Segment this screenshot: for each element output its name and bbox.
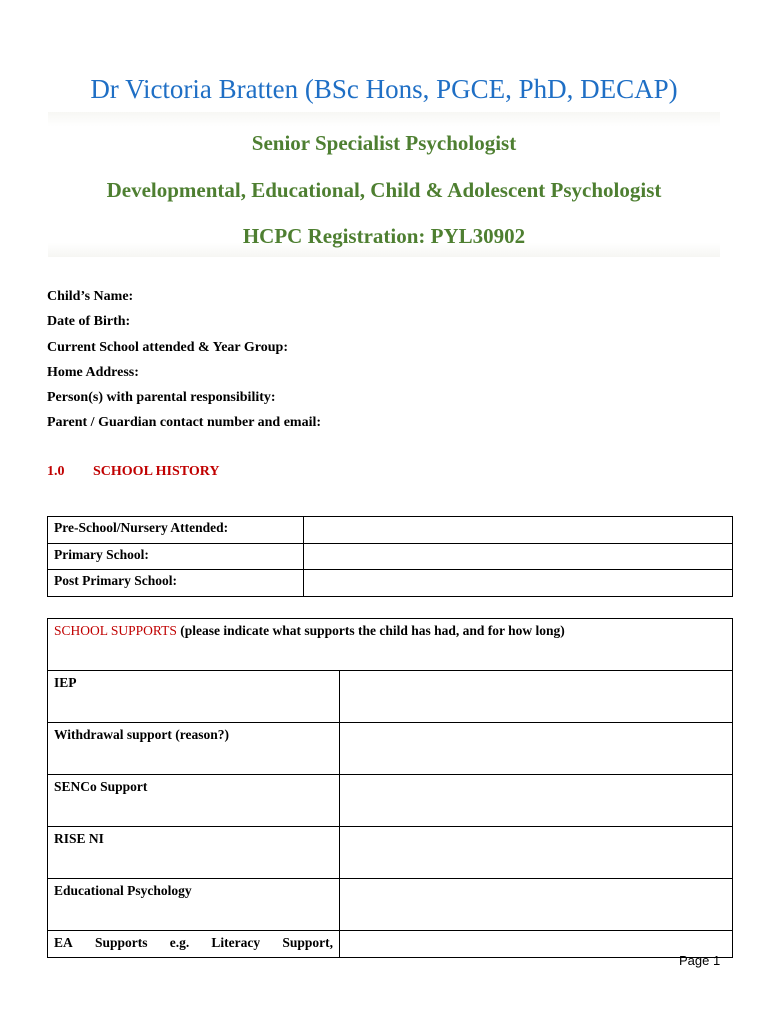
- table-row: [48, 827, 733, 879]
- section-title: SCHOOL HISTORY: [93, 464, 220, 479]
- table-label-cell: IEP: [48, 671, 340, 723]
- section-number: 1.0: [47, 464, 65, 479]
- label-word: e.g.: [169, 935, 190, 950]
- table-label-cell: Educational Psychology: [48, 879, 340, 931]
- table-label-cell: Withdrawal support (reason?): [48, 723, 340, 775]
- section-heading-school-history: [47, 464, 219, 480]
- senco-support-input-cell[interactable]: [340, 775, 733, 827]
- table-row: [48, 570, 733, 597]
- school-supports-table: [47, 618, 733, 958]
- field-parental-responsibility[interactable]: Person(s) with parental responsibility:: [47, 390, 276, 406]
- table-label-cell: RISE NI: [48, 827, 340, 879]
- field-parent-contact[interactable]: Parent / Guardian contact number and email:: [47, 415, 322, 431]
- field-current-school[interactable]: Current School attended & Year Group:: [47, 339, 288, 355]
- ea-supports-input-cell[interactable]: [340, 931, 733, 958]
- primary-school-input-cell[interactable]: [304, 543, 733, 570]
- practitioner-role: Senior Specialist Psychologist: [251, 131, 517, 155]
- label-word: Supports: [94, 935, 148, 950]
- rise-ni-input-cell[interactable]: [340, 827, 733, 879]
- educational-psychology-input-cell[interactable]: [340, 879, 733, 931]
- field-childs-name[interactable]: Child’s Name:: [47, 289, 134, 304]
- iep-input-cell[interactable]: [340, 671, 733, 723]
- table-row: [48, 543, 733, 570]
- school-supports-instruction: (please indicate what supports the child has had, and for how long): [176, 623, 565, 638]
- practitioner-name: Dr Victoria Bratten (BSc Hons, PGCE, PhD, DECAP): [90, 74, 678, 104]
- pre-school-input-cell[interactable]: [304, 517, 733, 544]
- table-label-cell: Pre-School/Nursery Attended:: [48, 517, 304, 544]
- table-label-cell: [48, 931, 340, 958]
- school-supports-heading: [48, 619, 733, 671]
- table-row: [48, 517, 733, 544]
- table-row: [48, 879, 733, 931]
- label-word: Literacy: [211, 935, 261, 950]
- table-label-cell: SENCo Support: [48, 775, 340, 827]
- table-row: [48, 671, 733, 723]
- label-word: Support,: [282, 935, 333, 950]
- table-label-cell: Primary School:: [48, 543, 304, 570]
- table-row: [48, 723, 733, 775]
- practitioner-specialism: Developmental, Educational, Child & Adolescent Psychologist: [106, 178, 662, 202]
- table-row: [48, 619, 733, 671]
- school-history-table: [47, 516, 733, 597]
- page-number: Page 1: [679, 953, 721, 968]
- table-row: [48, 775, 733, 827]
- table-label-cell: Post Primary School:: [48, 570, 304, 597]
- hcpc-registration: HCPC Registration: PYL30902: [242, 224, 526, 248]
- field-home-address[interactable]: Home Address:: [47, 364, 139, 380]
- withdrawal-support-input-cell[interactable]: [340, 723, 733, 775]
- school-supports-title: SCHOOL SUPPORTS: [54, 623, 177, 638]
- field-date-of-birth[interactable]: Date of Birth:: [47, 314, 131, 330]
- post-primary-input-cell[interactable]: [304, 570, 733, 597]
- child-details: [47, 288, 321, 440]
- ea-supports-label: [54, 935, 333, 951]
- table-row: [48, 931, 733, 958]
- label-word: EA: [54, 935, 73, 950]
